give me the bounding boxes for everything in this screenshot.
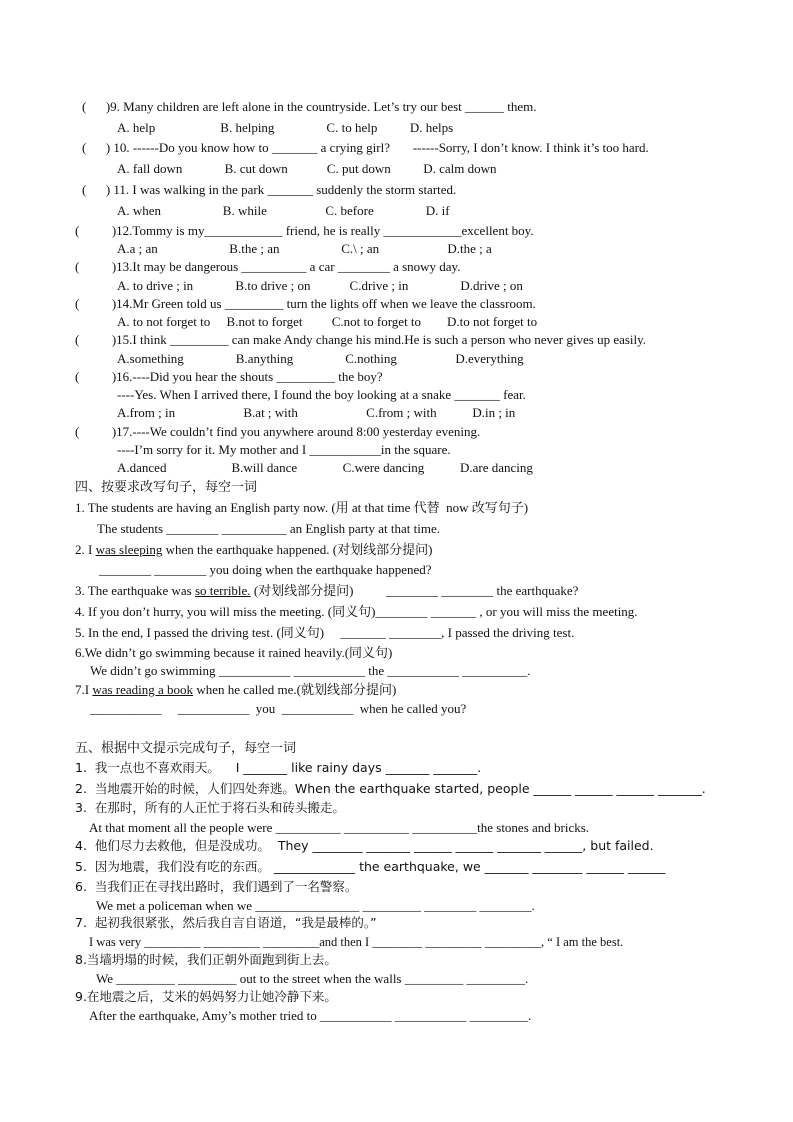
s5-line-9: 9.在地震之后，艾米的妈妈努力让她冷静下来。 bbox=[75, 989, 337, 1004]
s4-line-7 bbox=[75, 682, 396, 698]
s4-line-1: 1. The students are having an English party now. (用 at that time 代替 now 改写句子) bbox=[75, 500, 529, 515]
question-15: ( )15.I think _________ can make Andy change his mind.He is such a person who never gives up easily. bbox=[75, 332, 647, 347]
question-14: ( )14.Mr Green told us _________ turn the lights off when we leave the classroom. bbox=[75, 296, 536, 311]
s4-line-5: 5. In the end, I passed the driving test. (同义句) _______ ________, I passed the driving test. bbox=[75, 625, 575, 640]
s5-line-6-answer: We met a policeman when we ________________ _________ ________ ________. bbox=[96, 898, 535, 913]
question-12: ( )12.Tommy is my____________ friend, he is really ____________excellent boy. bbox=[75, 223, 534, 238]
s4-line-2 bbox=[75, 542, 432, 558]
s4-line-6: 6.We didn’t go swimming because it rained heavily.(同义句) bbox=[75, 645, 393, 660]
question-17-reply: ----I’m sorry for it. My mother and I ___________in the square. bbox=[117, 442, 451, 457]
s5-line-8: 8.当墙坍塌的时候，我们正朝外面跑到街上去。 bbox=[75, 952, 337, 967]
question-17-options: A.danced B.will dance C.were dancing D.are dancing bbox=[117, 460, 533, 475]
question-16: ( )16.----Did you hear the shouts _________ the boy? bbox=[75, 369, 383, 384]
s4-line-1-answer: The students ________ __________ an English party at that time. bbox=[97, 521, 441, 536]
s4-line-3-underlined: so terrible. bbox=[194, 583, 251, 598]
question-9-options: A. help B. helping C. to help D. helps bbox=[117, 120, 454, 135]
s4-line-7-answer: ___________ ___________ you ___________ when he called you? bbox=[90, 701, 467, 716]
s5-line-5: 5. 因为地震，我们没有吃的东西。 _____________ the earthquake, we _______ ________ ______ ______ bbox=[75, 859, 666, 874]
s4-line-6-answer: We didn’t go swimming ___________ ___________ the ___________ __________. bbox=[90, 663, 531, 678]
s5-line-9-answer: After the earthquake, Amy’s mother tried to ___________ ___________ _________. bbox=[89, 1008, 532, 1023]
section-4-title: 四、按要求改写句子，每空一词 bbox=[75, 480, 258, 495]
s4-line-3-a: 3. The earthquake was bbox=[75, 583, 195, 598]
question-14-options: A. to not forget to B.not to forget C.not to forget to D.to not forget to bbox=[117, 314, 538, 329]
s5-line-8-answer: We _________ _________ out to the street when the walls _________ _________. bbox=[96, 971, 529, 986]
s5-line-7-answer: I was very _________ _________ _________and then I ________ _________ _________, “ I am the best. bbox=[89, 935, 624, 949]
s4-line-4: 4. If you don’t hurry, you will miss the meeting. (同义句)________ _______ , or you will miss the meeting. bbox=[75, 604, 638, 619]
s5-line-4: 4. 他们尽力去救他，但是没成功。 They ________ _______ ______ ______ _______ ______, but failed. bbox=[75, 838, 654, 853]
s4-line-3 bbox=[75, 583, 578, 599]
s5-line-3-answer: At that moment all the people were __________ __________ __________the stones and bricks. bbox=[89, 820, 590, 835]
question-15-options: A.something B.anything C.nothing D.everything bbox=[117, 351, 524, 366]
s4-line-7-a: 7.I bbox=[75, 682, 93, 697]
question-10-options: A. fall down B. cut down C. put down D. calm down bbox=[117, 161, 497, 176]
question-16-reply: ----Yes. When I arrived there, I found the boy looking at a snake _______ fear. bbox=[117, 387, 526, 402]
s5-line-2: 2. 当地震开始的时候，人们四处奔逃。When the earthquake started, people ______ ______ ______ _______. bbox=[75, 781, 706, 796]
question-13-options: A. to drive ; in B.to drive ; on C.drive ; in D.drive ; on bbox=[117, 278, 523, 293]
s4-line-7-underlined: was reading a book bbox=[92, 682, 194, 697]
question-9: ( )9. Many children are left alone in the countryside. Let’s try our best ______ them. bbox=[82, 99, 537, 114]
s4-line-2-c: when the earthquake happened. (对划线部分提问) bbox=[162, 542, 433, 557]
s4-line-2-answer: ________ ________ you doing when the earthquake happened? bbox=[99, 562, 432, 577]
s4-line-2-underlined: was sleeping bbox=[95, 542, 163, 557]
question-11: ( ) 11. I was walking in the park _______ suddenly the storm started. bbox=[82, 182, 457, 197]
question-17: ( )17.----We couldn’t find you anywhere around 8:00 yesterday evening. bbox=[75, 424, 481, 439]
question-10: ( ) 10. ------Do you know how to _______ a crying girl? ------Sorry, I don’t know. I think it’s too hard. bbox=[82, 140, 649, 155]
s5-line-7: 7. 起初我很紧张，然后我自言自语道，“我是最棒的。” bbox=[75, 915, 377, 930]
question-11-options: A. when B. while C. before D. if bbox=[117, 203, 450, 218]
s4-line-3-c: (对划线部分提问) ________ ________ the earthquake? bbox=[250, 583, 579, 598]
question-13: ( )13.It may be dangerous __________ a car ________ a snowy day. bbox=[75, 259, 461, 274]
s5-line-6: 6. 当我们正在寻找出路时，我们遇到了一名警察。 bbox=[75, 879, 358, 894]
s5-line-3: 3. 在那时，所有的人正忙于将石头和砖头搬走。 bbox=[75, 800, 345, 815]
s5-line-1: 1. 我一点也不喜欢雨天。 I _______ like rainy days _______ _______. bbox=[75, 760, 482, 775]
section-5-title: 五、根据中文提示完成句子，每空一词 bbox=[75, 741, 297, 756]
question-12-options: A.a ; an B.the ; an C.\ ; an D.the ; a bbox=[117, 241, 492, 256]
s4-line-2-a: 2. I bbox=[75, 542, 96, 557]
question-16-options: A.from ; in B.at ; with C.from ; with D.in ; in bbox=[117, 405, 516, 420]
s4-line-7-c: when he called me.(就划线部分提问) bbox=[193, 682, 397, 697]
